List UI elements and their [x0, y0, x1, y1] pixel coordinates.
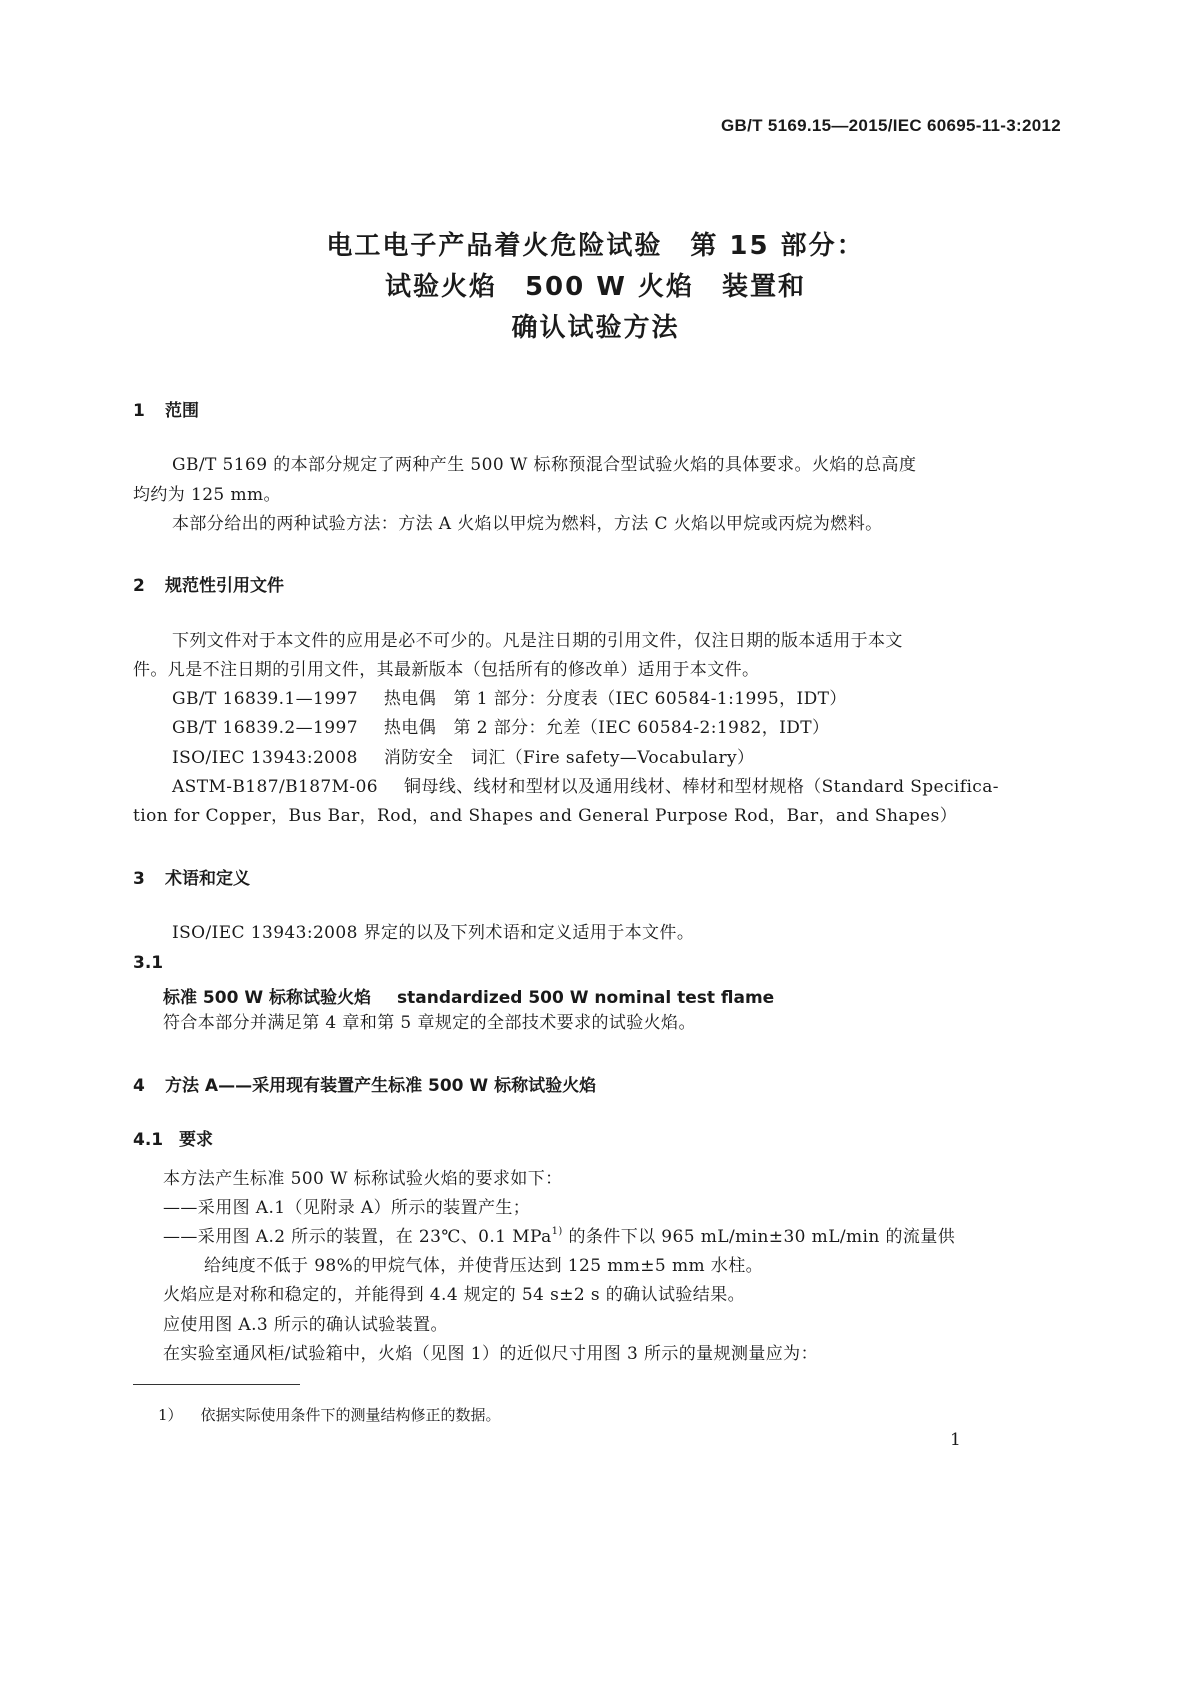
paragraph: 应使用图 A.3 所示的确认试验装置。 — [163, 1315, 448, 1335]
section-title: 方法 A——采用现有装置产生标准 500 W 标称试验火焰 — [165, 1076, 597, 1096]
term-entry — [163, 983, 774, 1008]
paragraph: 本方法产生标准 500 W 标称试验火焰的要求如下： — [163, 1169, 563, 1189]
term-english: standardized 500 W nominal test flame — [397, 988, 775, 1008]
section-4-heading — [133, 1071, 596, 1096]
paragraph: GB/T 5169 的本部分规定了两种产生 500 W 标称预混合型试验火焰的具体要求。火焰的总高度 — [172, 455, 917, 475]
paragraph: 本部分给出的两种试验方法：方法 A 火焰以甲烷为燃料，方法 C 火焰以甲烷或丙烷为燃料。 — [172, 514, 883, 534]
list-item: ——采用图 A.1（见附录 A）所示的装置产生； — [163, 1198, 531, 1218]
reference-code: ASTM-B187/B187M-06 — [172, 777, 379, 797]
section-3-heading — [133, 864, 250, 889]
section-title: 规范性引用文件 — [165, 576, 284, 596]
footnote-text: 依据实际使用条件下的测量结构修正的数据。 — [200, 1406, 501, 1424]
reference-continuation: tion for Copper，Bus Bar，Rod，and Shapes and General Purpose Rod，Bar，and Shapes） — [133, 806, 958, 826]
paragraph: 均约为 125 mm。 — [133, 485, 281, 505]
paragraph: 件。凡是不注日期的引用文件，其最新版本（包括所有的修改单）适用于本文件。 — [133, 660, 760, 680]
reference-code: GB/T 16839.1—1997 — [172, 689, 358, 709]
footnote-mark: 1） — [158, 1406, 183, 1424]
page-number: 1 — [950, 1430, 961, 1450]
term-definition: 符合本部分并满足第 4 章和第 5 章规定的全部技术要求的试验火焰。 — [163, 1013, 696, 1033]
subsection-number: 4.1 — [133, 1130, 164, 1150]
title-line-3: 确认试验方法 — [511, 313, 680, 343]
footnote — [158, 1404, 501, 1425]
subsection-title: 要求 — [179, 1130, 213, 1150]
reference-title: 热电偶 第 1 部分：分度表（IEC 60584-1:1995，IDT） — [383, 689, 847, 709]
section-number: 3 — [133, 869, 145, 889]
reference-title: 热电偶 第 2 部分：允差（IEC 60584-2:1982，IDT） — [383, 718, 830, 738]
footnote-separator — [133, 1384, 300, 1385]
reference-item — [172, 713, 829, 743]
list-item-text: ——采用图 A.2 所示的装置，在 23℃、0.1 MPa — [163, 1227, 552, 1247]
standard-code-header: GB/T 5169.15—2015/IEC 60695-11-3:2012 — [721, 116, 1061, 135]
reference-item — [172, 743, 754, 773]
section-2-heading — [133, 571, 284, 596]
title-line-2: 试验火焰 500 W 火焰 装置和 — [384, 272, 807, 302]
reference-title: 消防安全 词汇（Fire safety—Vocabulary） — [383, 748, 755, 768]
title-line-1: 电工电子产品着火危险试验 第 15 部分： — [326, 231, 865, 261]
subsection-number: 3.1 — [133, 953, 164, 973]
term-chinese: 标准 500 W 标称试验火焰 — [163, 988, 371, 1008]
section-number: 2 — [133, 576, 145, 596]
section-number: 1 — [133, 401, 145, 421]
document-title — [0, 226, 1191, 349]
section-1-heading — [133, 396, 199, 421]
paragraph: 在实验室通风柜/试验箱中，火焰（见图 1）的近似尺寸用图 3 所示的量规测量应为： — [163, 1344, 818, 1364]
paragraph: 火焰应是对称和稳定的，并能得到 4.4 规定的 54 s±2 s 的确认试验结果。 — [163, 1285, 745, 1305]
section-number: 4 — [133, 1076, 145, 1096]
reference-code: GB/T 16839.2—1997 — [172, 718, 358, 738]
list-item-continuation: 给纯度不低于 98%的甲烷气体，并使背压达到 125 mm±5 mm 水柱。 — [204, 1256, 763, 1276]
paragraph: 下列文件对于本文件的应用是必不可少的。凡是注日期的引用文件，仅注日期的版本适用于本文 — [172, 631, 903, 651]
reference-code: ISO/IEC 13943:2008 — [172, 748, 358, 768]
section-title: 术语和定义 — [165, 869, 250, 889]
paragraph: ISO/IEC 13943:2008 界定的以及下列术语和定义适用于本文件。 — [172, 923, 695, 943]
reference-title: 铜母线、线材和型材以及通用线材、棒材和型材规格（Standard Specifica- — [404, 777, 999, 797]
list-item-text: 的条件下以 965 mL/min±30 mL/min 的流量供 — [562, 1227, 956, 1247]
reference-item — [172, 684, 847, 714]
section-title: 范围 — [165, 401, 199, 421]
footnote-reference: 1) — [551, 1226, 563, 1237]
reference-item — [172, 772, 999, 802]
subsection-4-1-heading — [133, 1125, 213, 1150]
